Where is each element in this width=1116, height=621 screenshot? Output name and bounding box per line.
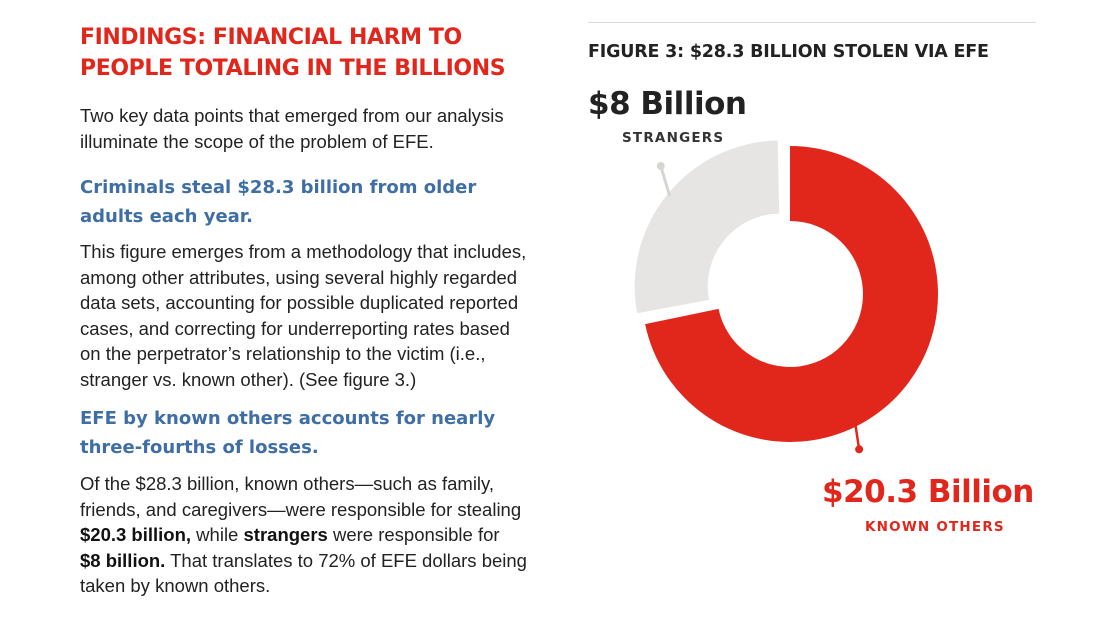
losses-line3-end: were responsible for: [327, 524, 500, 545]
findings-title-line1: FINDINGS: FINANCIAL HARM TO: [80, 25, 462, 50]
methodology-line: data sets, accounting for possible duplicated reported: [80, 292, 519, 313]
strangers-emphasis: strangers: [243, 524, 328, 545]
slice-strangers: [635, 140, 779, 313]
intro-paragraph: [80, 103, 550, 154]
chart-title: FIGURE 3: $28.3 BILLION STOLEN VIA EFE: [588, 42, 989, 62]
losses-line4-end: That translates to 72% of EFE dollars being: [165, 549, 527, 571]
methodology-line: among other attributes, using several highly regarded: [80, 266, 518, 288]
methodology-paragraph: [80, 239, 550, 392]
subheading2-line2: three-fourths of losses.: [80, 437, 319, 458]
subheading-known-others: [80, 404, 550, 462]
strangers-category-label: STRANGERS: [622, 130, 725, 146]
losses-line5: taken by known others.: [80, 575, 271, 596]
subheading1-line1: Criminals steal $28.3 billion from older: [80, 177, 477, 198]
losses-paragraph: [80, 471, 550, 599]
intro-line2: illuminate the scope of the problem of EFE.: [80, 130, 434, 152]
losses-line2: friends, and caregivers—were responsible for stealing: [80, 498, 522, 520]
losses-line3-mid: while: [191, 524, 244, 545]
subheading1-line2: adults each year.: [80, 206, 253, 227]
losses-line1: Of the $28.3 billion, known others—such as family,: [80, 473, 495, 494]
intro-line1: Two key data points that emerged from our analysis: [80, 105, 504, 126]
article-text-column: [80, 22, 550, 599]
known-others-amount-emphasis: $20.3 billion,: [80, 524, 192, 545]
subheading2-line1: EFE by known others accounts for nearly: [80, 408, 496, 429]
methodology-line: stranger vs. known other). (See figure 3.): [80, 368, 417, 390]
strangers-leader-line: [661, 166, 670, 196]
strangers-amount-emphasis: $8 billion.: [80, 549, 166, 571]
known-others-category-label: KNOWN OTHERS: [865, 519, 1005, 535]
findings-title: [80, 22, 550, 84]
known-others-leader-dot: [855, 445, 863, 453]
methodology-line: This figure emerges from a methodology that includes,: [80, 241, 527, 262]
strangers-leader-dot: [657, 162, 665, 170]
methodology-line: on the perpetrator’s relationship to the victim (i.e.,: [80, 343, 486, 364]
strangers-value-label: $8 Billion: [588, 86, 747, 122]
findings-title-line2: PEOPLE TOTALING IN THE BILLIONS: [80, 56, 506, 81]
subheading-criminals-steal: [80, 173, 550, 231]
figure-panel: [588, 0, 1038, 621]
methodology-line: cases, and correcting for underreporting rates based: [80, 317, 510, 339]
known-others-value-label: $20.3 Billion: [822, 474, 1034, 510]
